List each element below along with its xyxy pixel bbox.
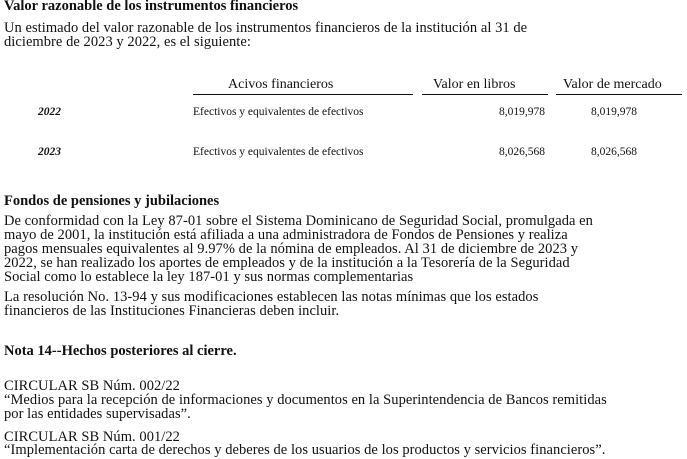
table-header-market-value: Valor de mercado	[563, 77, 662, 92]
circular-text-line: “Implementación carta de derechos y deberes de los usuarios de los productos y servicios financieros”.	[4, 442, 606, 458]
pensions-paragraph-line: Social como lo establece la ley 187-01 y sus normas complementarias	[4, 269, 414, 285]
table-header-rule	[556, 94, 682, 95]
table-header-rule	[193, 94, 413, 95]
pensions-paragraph-line: pagos mensuales equivalentes al 9.97% de la nómina de empleados. Al 31 de diciembre de 2023 y	[4, 241, 579, 257]
pensions-paragraph-line: mayo de 2001, la institución está afiliada a una administradora de Fondos de Pensiones y realiza	[4, 227, 568, 243]
circular-text-line: por las entidades supervisadas”.	[4, 406, 191, 422]
pensions-heading: Fondos de pensiones y jubilaciones	[4, 193, 220, 209]
resolution-paragraph-line: financieros de las Instituciones Financieras deben incluir.	[4, 303, 340, 319]
resolution-paragraph-line: La resolución No. 13-94 y sus modificaciones establecen las notas mínimas que los estados	[4, 289, 539, 305]
table-header-rule	[422, 94, 548, 95]
fair-value-intro-line: Un estimado del valor razonable de los instrumentos financieros de la institución al 31 de	[4, 20, 528, 36]
circular-reference: CIRCULAR SB Núm. 001/22	[4, 429, 180, 445]
table-row-year: 2023	[38, 146, 61, 158]
circular-text-line: “Medios para la recepción de informaciones y documentos en la Superintendencia de Bancos remitidas	[4, 392, 607, 408]
circular-reference: CIRCULAR SB Núm. 002/22	[4, 378, 180, 394]
table-header-assets: Acivos financieros	[228, 77, 334, 92]
table-header-book-value: Valor en libros	[433, 77, 516, 92]
table-row-market-value: 8,026,568	[591, 146, 637, 158]
pensions-paragraph-line: 2022, se han realizado los aportes de empleados y de la institución a la Tesorería de la Seguridad	[4, 255, 570, 271]
fair-value-intro-line: diciembre de 2023 y 2022, es el siguiente:	[4, 34, 251, 50]
pensions-paragraph-line: De conformidad con la Ley 87-01 sobre el Sistema Dominicano de Seguridad Social, promulgada en	[4, 213, 593, 229]
table-row-market-value: 8,019,978	[591, 106, 637, 118]
table-row-year: 2022	[38, 106, 61, 118]
table-row-book-value: 8,026,568	[499, 146, 545, 158]
table-row-asset: Efectivos y equivalentes de efectivos	[193, 146, 364, 158]
note14-heading: Nota 14--Hechos posteriores al cierre.	[4, 343, 237, 359]
table-row-asset: Efectivos y equivalentes de efectivos	[193, 106, 364, 118]
fair-value-heading: Valor razonable de los instrumentos financieros	[4, 0, 299, 14]
table-row-book-value: 8,019,978	[499, 106, 545, 118]
